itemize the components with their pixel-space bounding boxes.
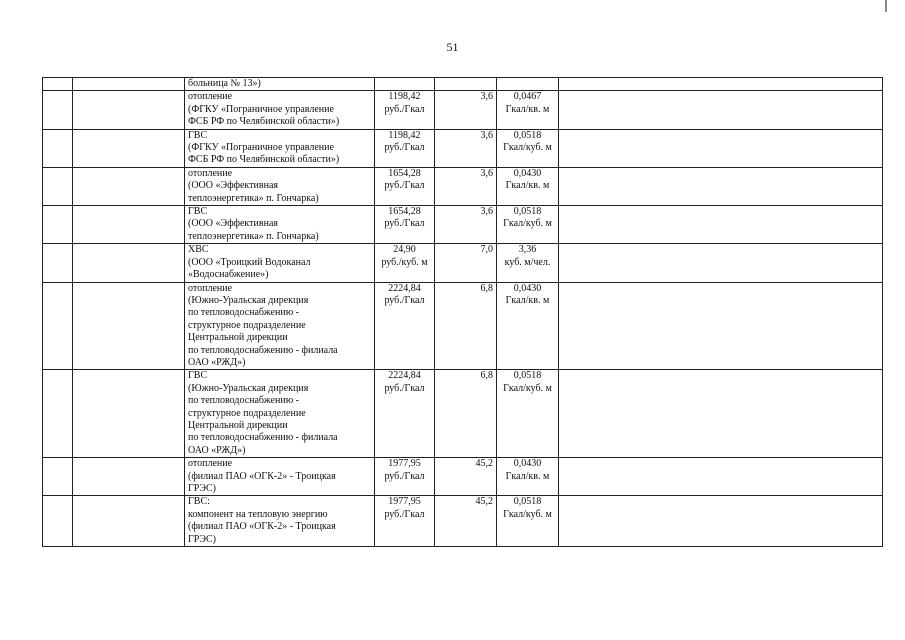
cell-line: 1654,28	[388, 167, 421, 179]
cell-line: (ФГКУ «Пограничное управление	[188, 103, 334, 115]
increase-percent-cell: 3,6	[435, 167, 497, 205]
empty-cell	[73, 78, 185, 91]
cell-line: Гкал/куб. м	[503, 142, 552, 154]
cell-line: Гкал/куб. м	[503, 508, 552, 520]
cell-line: Гкал/кв. м	[505, 470, 550, 482]
table-row	[43, 167, 883, 205]
service-description-cell	[185, 370, 375, 458]
cell-line: 2224,84	[388, 282, 421, 294]
cell-line: 0,0430	[513, 458, 542, 470]
cell-line: теплоэнергетика» п. Гончарка)	[188, 192, 319, 204]
cell-line: руб./Гкал	[384, 382, 425, 394]
table-row	[43, 496, 883, 547]
tariff-price-cell	[375, 206, 435, 244]
cell-line: Центральной дирекции	[188, 419, 288, 431]
increase-percent-cell: 3,6	[435, 206, 497, 244]
cell-line: Гкал/кв. м	[505, 103, 550, 115]
empty-cell	[559, 78, 883, 91]
cell-line: 0,0467	[513, 91, 542, 103]
increase-percent-cell	[435, 78, 497, 91]
service-description-cell	[185, 91, 375, 129]
service-description-cell	[185, 167, 375, 205]
cell-line: руб./Гкал	[384, 180, 425, 192]
empty-cell	[73, 91, 185, 129]
tariff-price-cell	[375, 496, 435, 547]
increase-percent-cell: 45,2	[435, 458, 497, 496]
table-row	[43, 78, 883, 91]
consumption-norm-cell	[497, 370, 559, 458]
cell-line: по тепловодоснабжению -	[188, 395, 299, 407]
tariff-price-cell	[375, 129, 435, 167]
empty-cell	[559, 167, 883, 205]
cell-line: 3,36	[518, 244, 537, 256]
cell-line: (ООО «Эффективная	[188, 218, 278, 230]
cell-line: 0,0518	[513, 370, 542, 382]
cell-line: куб. м/чел.	[504, 256, 551, 268]
cell-line: 1977,95	[388, 496, 421, 508]
service-description-cell	[185, 496, 375, 547]
cell-line: 2224,84	[388, 370, 421, 382]
tariff-price-cell	[375, 282, 435, 370]
cell-line: руб./Гкал	[384, 470, 425, 482]
increase-percent-cell: 6,8	[435, 370, 497, 458]
empty-cell	[73, 129, 185, 167]
cell-line: 0,0518	[513, 496, 542, 508]
cell-line: 1198,42	[388, 129, 421, 141]
empty-cell	[43, 167, 73, 205]
cell-line: ГВС	[188, 129, 208, 141]
consumption-norm-cell	[497, 91, 559, 129]
empty-cell	[73, 370, 185, 458]
empty-cell	[73, 206, 185, 244]
tariff-price-cell	[375, 167, 435, 205]
cell-line: ГВС:	[188, 496, 210, 508]
cell-line: отопление	[188, 282, 233, 294]
consumption-norm-cell	[497, 244, 559, 282]
empty-cell	[73, 282, 185, 370]
empty-cell	[43, 78, 73, 91]
cell-line: руб./Гкал	[384, 218, 425, 230]
tariff-table	[42, 77, 883, 547]
empty-cell	[559, 91, 883, 129]
cell-line: ГВС	[188, 206, 208, 218]
cell-line: 1198,42	[388, 91, 421, 103]
tariff-price-cell	[375, 91, 435, 129]
tariff-price-cell	[375, 458, 435, 496]
table-row	[43, 244, 883, 282]
cell-line: руб./Гкал	[384, 294, 425, 306]
cell-line: 0,0430	[513, 167, 542, 179]
cell-line: ФСБ РФ по Челябинской области»)	[188, 154, 340, 166]
cell-line: по тепловодоснабжению - филиала	[188, 344, 338, 356]
table-row	[43, 129, 883, 167]
increase-percent-cell: 45,2	[435, 496, 497, 547]
increase-percent-cell: 3,6	[435, 129, 497, 167]
cell-line: (ООО «Эффективная	[188, 180, 278, 192]
cell-line: (филиал ПАО «ОГК-2» - Троицкая	[188, 521, 336, 533]
cell-line: по тепловодоснабжению -	[188, 307, 299, 319]
empty-cell	[559, 282, 883, 370]
empty-cell	[43, 206, 73, 244]
cell-line: Центральной дирекции	[188, 332, 288, 344]
increase-percent-cell: 3,6	[435, 91, 497, 129]
service-description-cell	[185, 129, 375, 167]
scan-edge-mark	[885, 0, 887, 12]
cell-line: Гкал/кв. м	[505, 294, 550, 306]
service-description-cell	[185, 244, 375, 282]
cell-line: руб./Гкал	[384, 103, 425, 115]
consumption-norm-cell	[497, 458, 559, 496]
service-description-cell	[185, 458, 375, 496]
service-description-cell	[185, 282, 375, 370]
empty-cell	[559, 129, 883, 167]
consumption-norm-cell	[497, 496, 559, 547]
cell-line: 0,0518	[513, 206, 542, 218]
cell-line: отопление	[188, 458, 233, 470]
empty-cell	[43, 370, 73, 458]
page-number: 51	[446, 40, 459, 54]
cell-line: руб./Гкал	[384, 142, 425, 154]
cell-line: 0,0430	[513, 282, 542, 294]
empty-cell	[559, 458, 883, 496]
cell-line: отопление	[188, 167, 233, 179]
cell-line: 0,0518	[513, 129, 542, 141]
table-row	[43, 91, 883, 129]
cell-line: теплоэнергетика» п. Гончарка)	[188, 230, 319, 242]
increase-percent-cell: 7,0	[435, 244, 497, 282]
empty-cell	[559, 496, 883, 547]
cell-line: больница № 13»)	[188, 78, 261, 89]
cell-line: ФСБ РФ по Челябинской области»)	[188, 116, 340, 128]
empty-cell	[43, 282, 73, 370]
consumption-norm-cell	[497, 167, 559, 205]
table-row	[43, 370, 883, 458]
cell-line: по тепловодоснабжению - филиала	[188, 432, 338, 444]
cell-line: ГРЭС)	[188, 483, 216, 494]
service-description-cell	[185, 78, 375, 91]
increase-percent-cell: 6,8	[435, 282, 497, 370]
tariff-price-cell	[375, 244, 435, 282]
consumption-norm-cell	[497, 282, 559, 370]
table-row	[43, 206, 883, 244]
cell-line: структурное подразделение	[188, 407, 306, 419]
cell-line: (Южно-Уральская дирекция	[188, 294, 309, 306]
cell-line: компонент на тепловую энергию	[188, 508, 328, 520]
cell-line: руб./Гкал	[384, 508, 425, 520]
table-row	[43, 458, 883, 496]
empty-cell	[73, 458, 185, 496]
empty-cell	[43, 129, 73, 167]
empty-cell	[43, 496, 73, 547]
cell-line: отопление	[188, 91, 233, 103]
cell-line: 1977,95	[388, 458, 421, 470]
service-description-cell	[185, 206, 375, 244]
cell-line: Гкал/кв. м	[505, 180, 550, 192]
empty-cell	[43, 244, 73, 282]
table-row	[43, 282, 883, 370]
cell-line: ОАО «РЖД»)	[188, 444, 246, 456]
cell-line: 1654,28	[388, 206, 421, 218]
consumption-norm-cell	[497, 78, 559, 91]
empty-cell	[43, 91, 73, 129]
cell-line: ГРЭС)	[188, 533, 216, 545]
empty-cell	[559, 370, 883, 458]
cell-line: (ФГКУ «Пограничное управление	[188, 142, 334, 154]
cell-line: Гкал/куб. м	[503, 218, 552, 230]
empty-cell	[73, 496, 185, 547]
empty-cell	[73, 244, 185, 282]
consumption-norm-cell	[497, 206, 559, 244]
cell-line: структурное подразделение	[188, 319, 306, 331]
cell-line: ХВС	[188, 244, 209, 256]
empty-cell	[559, 206, 883, 244]
cell-line: Гкал/куб. м	[503, 382, 552, 394]
cell-line: (филиал ПАО «ОГК-2» - Троицкая	[188, 470, 336, 482]
empty-cell	[73, 167, 185, 205]
cell-line: ГВС	[188, 370, 208, 382]
cell-line: 24,90	[393, 244, 416, 256]
cell-line: (ООО «Троицкий Водоканал	[188, 256, 311, 268]
cell-line: «Водоснабжение»)	[188, 269, 269, 281]
tariff-price-cell	[375, 78, 435, 91]
cell-line: руб./куб. м	[381, 256, 428, 268]
cell-line: ОАО «РЖД»)	[188, 356, 246, 368]
consumption-norm-cell	[497, 129, 559, 167]
empty-cell	[43, 458, 73, 496]
tariff-price-cell	[375, 370, 435, 458]
cell-line: (Южно-Уральская дирекция	[188, 382, 309, 394]
empty-cell	[559, 244, 883, 282]
